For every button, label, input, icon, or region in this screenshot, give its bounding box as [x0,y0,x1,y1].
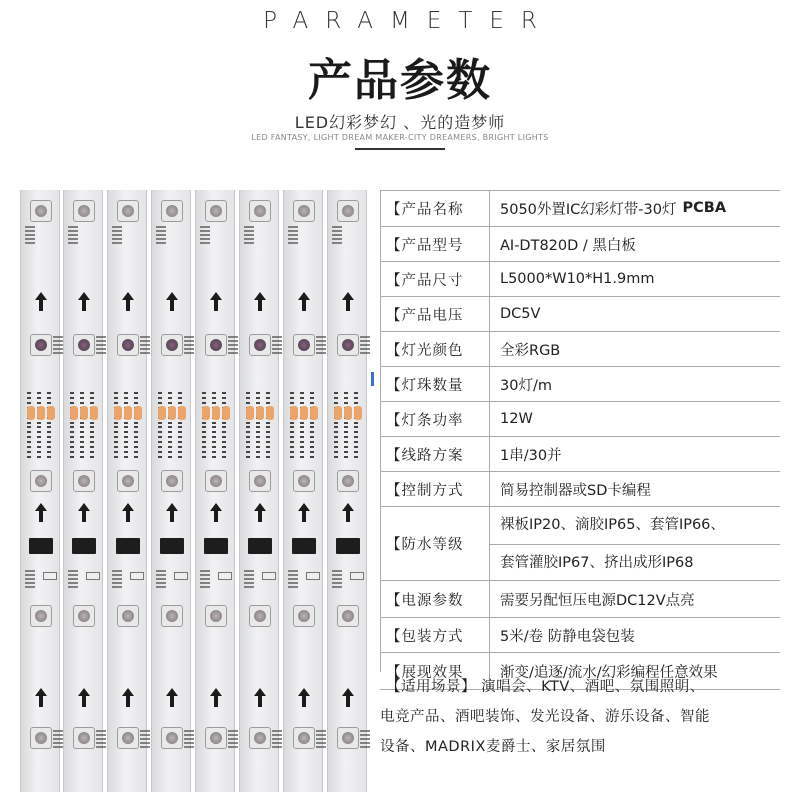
ic-chip [29,538,53,554]
led-chip [30,334,52,356]
smd-component [43,572,57,580]
silkscreen-labels [288,422,320,464]
silkscreen-mark [288,570,298,588]
scene-line2: 电竞产品、酒吧装饰、发光设备、游乐设备、智能 [380,709,710,725]
param-value-text: 1串/30并 [500,447,562,464]
param-value [490,262,780,296]
led-chip [30,727,52,749]
led-chip [161,200,183,222]
param-row [380,262,780,297]
param-row [380,332,780,367]
arrow-icon [34,688,48,710]
param-value [490,507,780,580]
led-chip [161,334,183,356]
led-strip-image [15,190,370,790]
header-slogan: LED幻彩梦幻 、光的造梦师 [294,113,506,132]
param-value [490,367,780,401]
led-strip [283,190,323,792]
led-chip [337,470,359,492]
param-value-bold: PCBA [682,200,727,216]
scene-line1: 演唱会、KTV、酒吧、氛围照明、 [481,679,705,695]
param-value-text: 5米/卷 防静电袋包装 [500,628,635,645]
smd-component [262,572,276,580]
param-value-text: 5050外置IC幻彩灯带-30灯 [500,201,677,218]
led-strip [239,190,279,792]
silkscreen-mark [316,336,326,354]
param-value-text: 渐变/追逐/流水/幻彩编程任意效果 [500,664,718,681]
led-chip [337,200,359,222]
arrow-icon [209,503,223,525]
led-strip [151,190,191,792]
silkscreen-mark [68,570,78,588]
silkscreen-mark [228,730,238,748]
silkscreen-mark [288,226,298,244]
arrow-icon [121,688,135,710]
param-row [380,297,780,332]
ic-chip [204,538,228,554]
silkscreen-mark [272,730,282,748]
edge-marker [371,372,374,386]
param-value-text: 30灯/m [500,377,552,394]
led-chip [249,200,271,222]
led-chip [293,727,315,749]
arrow-icon [253,688,267,710]
arrow-icon [297,503,311,525]
param-row [380,472,780,507]
scene-key: 【适用场景】 [386,679,476,695]
led-chip [117,470,139,492]
ic-chip [160,538,184,554]
param-row [380,190,780,227]
silkscreen-mark [156,226,166,244]
header-underline [355,148,445,150]
silkscreen-mark [184,730,194,748]
silkscreen-mark [140,336,150,354]
led-chip [293,200,315,222]
led-strip [107,190,147,792]
silkscreen-mark [200,570,210,588]
solder-pads [202,406,230,420]
silkscreen-mark [112,226,122,244]
arrow-icon [341,688,355,710]
silkscreen-mark [360,336,370,354]
ic-chip [292,538,316,554]
solder-pads [158,406,186,420]
param-value-text: L5000*W10*H1.9mm [500,271,655,287]
silkscreen-mark [53,336,63,354]
param-value [490,618,780,652]
led-chip [205,605,227,627]
led-chip [205,470,227,492]
arrow-icon [77,503,91,525]
param-key: 【防水等级 [380,507,490,580]
led-chip [161,470,183,492]
param-key: 【线路方案 [380,437,490,471]
param-key: 【包装方式 [380,618,490,652]
solder-pads [290,406,318,420]
param-row [380,581,780,618]
smd-component [306,572,320,580]
param-value [490,472,780,506]
param-row [380,227,780,262]
scene-line3: 设备、MADRIX麦爵士、家居氛围 [380,739,606,755]
param-key: 【灯条功率 [380,402,490,436]
param-value [490,297,780,331]
led-strip [327,190,367,792]
param-value-text: 简易控制器或SD卡编程 [500,482,651,499]
header-chinese-title: 产品参数 [308,55,492,106]
arrow-icon [34,292,48,314]
silkscreen-labels [68,422,100,464]
led-chip [293,334,315,356]
led-strip [195,190,235,792]
param-row [380,507,780,581]
led-chip [293,605,315,627]
silkscreen-mark [156,570,166,588]
param-key: 【产品型号 [380,227,490,261]
smd-component [350,572,364,580]
param-value-line2: 套管灌胶IP67、挤出成形IP68 [490,544,780,581]
arrow-icon [253,292,267,314]
silkscreen-labels [112,422,144,464]
silkscreen-mark [68,226,78,244]
led-chip [337,605,359,627]
silkscreen-mark [316,730,326,748]
arrow-icon [297,292,311,314]
led-chip [161,727,183,749]
arrow-icon [341,503,355,525]
silkscreen-mark [200,226,210,244]
led-chip [73,200,95,222]
led-chip [30,605,52,627]
arrow-icon [209,688,223,710]
silkscreen-labels [25,422,57,464]
led-chip [249,334,271,356]
led-chip [30,200,52,222]
arrow-icon [209,292,223,314]
param-value-text: 12W [500,411,533,427]
arrow-icon [121,503,135,525]
param-row [380,367,780,402]
led-chip [249,605,271,627]
led-chip [205,200,227,222]
led-chip [161,605,183,627]
arrow-icon [34,503,48,525]
param-key: 【电源参数 [380,581,490,617]
silkscreen-mark [25,226,35,244]
param-value [490,437,780,471]
param-row [380,618,780,653]
scene-block [380,672,790,762]
silkscreen-mark [53,730,63,748]
arrow-icon [121,292,135,314]
param-value [490,402,780,436]
silkscreen-mark [332,226,342,244]
silkscreen-mark [244,226,254,244]
silkscreen-mark [96,730,106,748]
led-chip [117,334,139,356]
silkscreen-labels [244,422,276,464]
led-strip [20,190,60,792]
header-english-title: PARAMETER [263,8,554,34]
param-key: 【灯光颜色 [380,332,490,366]
led-chip [73,470,95,492]
ic-chip [116,538,140,554]
led-chip [117,605,139,627]
ic-chip [72,538,96,554]
param-value [490,581,780,617]
led-chip [117,200,139,222]
ic-chip [248,538,272,554]
arrow-icon [165,688,179,710]
silkscreen-labels [156,422,188,464]
param-row [380,437,780,472]
arrow-icon [297,688,311,710]
led-strip [63,190,103,792]
led-chip [73,334,95,356]
smd-component [174,572,188,580]
silkscreen-mark [96,336,106,354]
silkscreen-labels [200,422,232,464]
led-chip [293,470,315,492]
param-key: 【产品名称 [380,190,490,226]
param-row [380,402,780,437]
arrow-icon [77,292,91,314]
silkscreen-mark [332,570,342,588]
param-value [490,227,780,261]
silkscreen-mark [228,336,238,354]
silkscreen-mark [244,570,254,588]
silkscreen-mark [140,730,150,748]
led-chip [337,334,359,356]
silkscreen-labels [332,422,364,464]
arrow-icon [165,292,179,314]
param-key: 【控制方式 [380,472,490,506]
arrow-icon [253,503,267,525]
param-key: 【产品尺寸 [380,262,490,296]
silkscreen-mark [272,336,282,354]
param-key: 【灯珠数量 [380,367,490,401]
silkscreen-mark [360,730,370,748]
arrow-icon [77,688,91,710]
param-value-text: DC5V [500,306,541,322]
param-key: 【展现效果 [380,653,490,689]
smd-component [86,572,100,580]
param-value-text: 全彩RGB [500,342,561,359]
solder-pads [246,406,274,420]
led-chip [337,727,359,749]
solder-pads [27,406,55,420]
silkscreen-mark [25,570,35,588]
silkscreen-mark [112,570,122,588]
led-chip [249,727,271,749]
solder-pads [114,406,142,420]
param-value-line1: 裸板IP20、滴胶IP65、套管IP66、 [500,516,725,533]
led-chip [117,727,139,749]
led-chip [73,727,95,749]
param-value-text: 需要另配恒压电源DC12V点亮 [500,592,695,609]
smd-component [130,572,144,580]
smd-component [218,572,232,580]
arrow-icon [165,503,179,525]
led-chip [73,605,95,627]
param-value [490,190,780,226]
param-key: 【产品电压 [380,297,490,331]
solder-pads [334,406,362,420]
arrow-icon [341,292,355,314]
led-chip [249,470,271,492]
led-chip [205,334,227,356]
param-value [490,332,780,366]
silkscreen-mark [184,336,194,354]
led-chip [205,727,227,749]
param-value-text: AI-DT820D / 黑白板 [500,237,636,254]
header-slogan-en: LED FANTASY, LIGHT DREAM MAKER-CITY DREAMERS, BRIGHT LIGHTS [251,133,549,142]
led-chip [30,470,52,492]
ic-chip [336,538,360,554]
solder-pads [70,406,98,420]
